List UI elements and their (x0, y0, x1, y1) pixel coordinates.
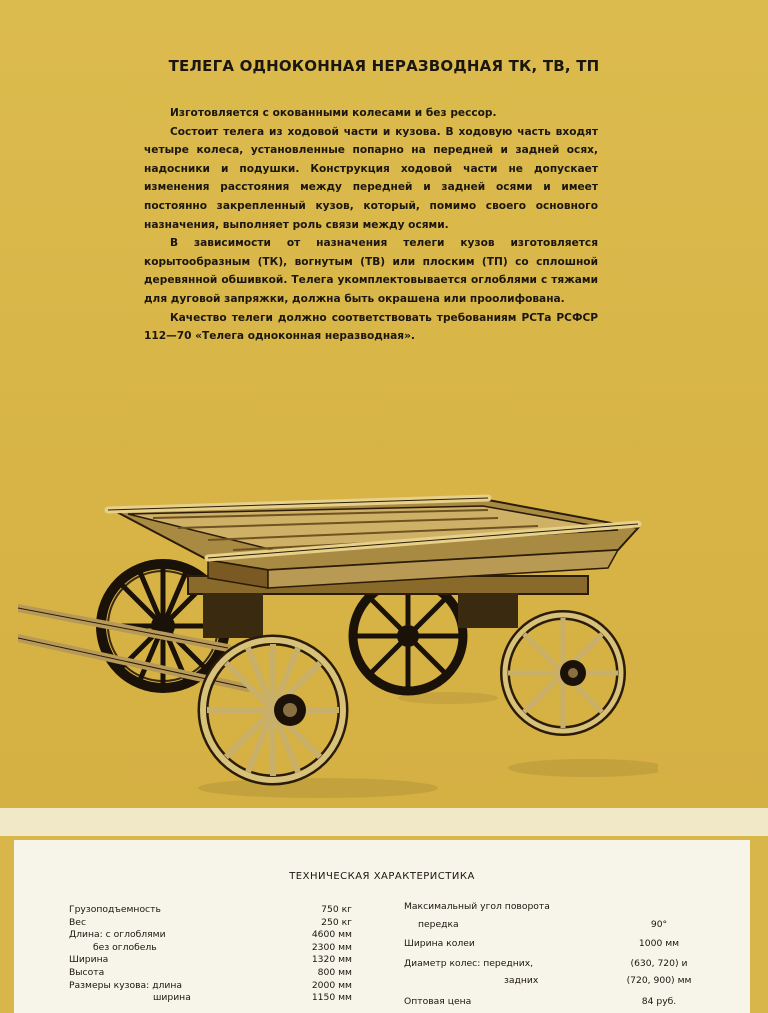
spec-label: без оглобель (93, 941, 157, 953)
paragraph-4: Качество телеги должно соответствовать требованиям РСТа РСФСР 112—70 «Телега одноконная неразводная». (144, 311, 598, 343)
spec-value: 2000 мм (311, 979, 352, 991)
specs-right-values (614, 900, 704, 1008)
specs-left-values (292, 904, 352, 1005)
spec-label: передка (418, 919, 459, 930)
spec-label: ширина (153, 992, 191, 1004)
rear-right-wheel (353, 581, 463, 691)
specs-heading: ТЕХНИЧЕСКАЯ ХАРАКТЕРИСТИКА (289, 871, 475, 882)
spec-value: 1320 мм (311, 954, 352, 966)
spec-value: 90° (650, 919, 668, 930)
spec-label: Высота (69, 966, 105, 978)
spec-value: 84 руб. (641, 996, 677, 1007)
spec-value: 750 кг (321, 904, 352, 915)
spec-value: (630, 720) и (630, 958, 688, 969)
page-title: ТЕЛЕГА ОДНОКОННАЯ НЕРАЗВОДНАЯ ТК, ТВ, ТП (168, 57, 600, 75)
spec-value: 1150 мм (311, 992, 352, 1004)
spec-value (614, 900, 704, 918)
paragraph-2: Состоит телега из ходовой части и кузова. В ходовую часть входят четыре колеса, установленные попарно на передней и задней осях, надосники и подушки. Конструкция ходовой части не допускает изменения расстояния между передней и задней осями и имеет постоянно закрепленный кузов, который, помимо своего основного назначения, выполняет роль связи между осями. (144, 125, 598, 231)
paragraph-1: Изготовляется с окованными колесами и без рессор. (170, 107, 497, 119)
specs-panel (14, 840, 750, 1013)
spec-label: Размеры кузова: длина (69, 979, 183, 991)
spec-label: задних (504, 975, 539, 986)
front-left-wheel (203, 640, 343, 780)
spec-label: Максимальный угол поворота (404, 901, 550, 912)
specs-right-labels (404, 900, 550, 1008)
wagon-illustration (18, 488, 658, 808)
description-text (144, 104, 598, 346)
spec-value: 2300 мм (311, 941, 352, 953)
paragraph-3: В зависимости от назначения телеги кузов изготовляется корытообразным (ТК), вогнутым (ТВ) или плоским (ТП) со сплошной деревянной обшивкой. Телега укомплектовывается оглоблями с тяжами для дуговой запряжки, должна быть окрашена или проолифована. (144, 237, 598, 305)
spec-value: 4600 мм (311, 929, 352, 941)
spec-value: (720, 900) мм (626, 975, 692, 986)
spec-label: Ширина (69, 954, 109, 966)
spec-label: Грузоподъемность (69, 904, 161, 915)
section-divider (0, 808, 768, 836)
spec-label: Диаметр колес: передних, (404, 958, 534, 969)
spec-value: 250 кг (321, 916, 352, 928)
spec-label: Оптовая цена (404, 996, 472, 1007)
spec-label: Длина: с оглоблями (69, 929, 166, 941)
spec-label: Вес (69, 916, 87, 928)
spec-value: 1000 мм (638, 938, 680, 949)
spec-value: 800 мм (317, 966, 352, 978)
front-right-wheel (505, 615, 621, 731)
spec-label: Ширина колеи (404, 938, 475, 949)
specs-left-labels (69, 904, 191, 1005)
